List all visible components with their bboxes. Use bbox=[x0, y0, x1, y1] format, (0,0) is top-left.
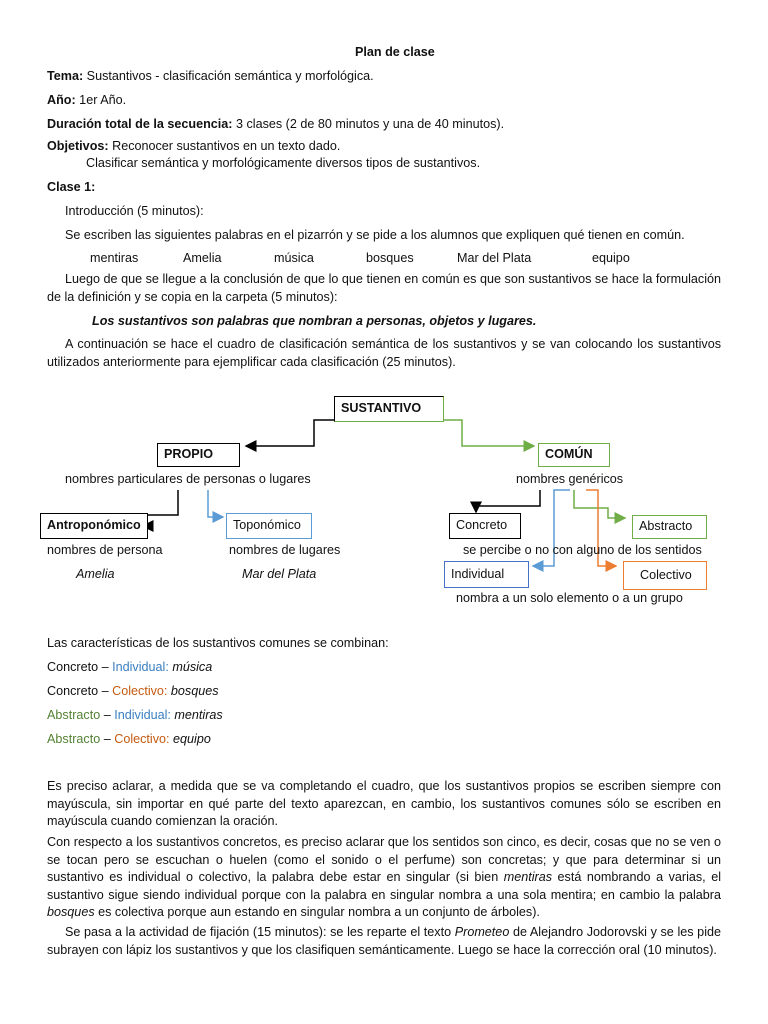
intro-line: Introducción (5 minutos): bbox=[65, 204, 204, 218]
concretos-paragraph bbox=[47, 834, 721, 922]
root-to-propio-arrow bbox=[246, 420, 388, 446]
combo-type-b: Colectivo: bbox=[112, 684, 168, 698]
fijacion-text-2: de Alejandro Jodorovski y se les pide subrayen con lápiz los sustantivos y que los clasifiquen semánticamente. Luego se hace la corrección oral (10 minutos). bbox=[47, 925, 721, 957]
anio-label: Año: bbox=[47, 93, 76, 107]
combo-type-a: Concreto bbox=[47, 660, 99, 674]
word-5: Mar del Plata bbox=[457, 251, 532, 265]
word-1: mentiras bbox=[90, 251, 139, 265]
combo-row bbox=[47, 683, 219, 699]
combo-type-b: Colectivo: bbox=[114, 732, 170, 746]
combo-type-a: Abstracto bbox=[47, 732, 101, 746]
word-6: equipo bbox=[592, 251, 630, 265]
combo-example: bosques bbox=[167, 684, 219, 698]
grupo-description: nombra a un solo elemento o a un grupo bbox=[456, 591, 683, 605]
combo-separator: – bbox=[98, 684, 113, 698]
combo-separator: – bbox=[100, 708, 115, 722]
anio-value: 1er Año. bbox=[75, 93, 127, 107]
instruction-line: Se escriben las siguientes palabras en el pizarrón y se pide a los alumnos que expliquen qué tienen en común. bbox=[65, 228, 685, 242]
node-comun: COMÚN bbox=[538, 443, 610, 467]
comun-to-abstracto-arrow bbox=[574, 490, 625, 518]
mayuscula-paragraph: Es preciso aclarar, a medida que se va completando el cuadro, que los sustantivos propios se escriben siempre con mayúscula, sin importar en qué parte del texto aparezcan, en cambio, los sustantivos comunes sólo se escriben en mayúscula cuando comienzan la oración. bbox=[47, 779, 721, 828]
antroponomico-example: Amelia bbox=[76, 567, 115, 581]
combo-example: mentiras bbox=[170, 708, 223, 722]
node-toponomico: Toponómico bbox=[226, 513, 312, 539]
combo-example: equipo bbox=[169, 732, 211, 746]
objetivos-value-2: Clasificar semántica y morfológicamente diversos tipos de sustantivos. bbox=[86, 156, 481, 170]
toponomico-description: nombres de lugares bbox=[229, 543, 341, 557]
combo-type-a: Abstracto bbox=[47, 708, 101, 722]
concretos-em-mentiras: mentiras bbox=[503, 870, 553, 884]
antroponomico-description: nombres de persona bbox=[47, 543, 163, 557]
combo-separator: – bbox=[100, 732, 115, 746]
duracion-label: Duración total de la secuencia: bbox=[47, 117, 233, 131]
word-3: música bbox=[274, 251, 314, 265]
concretos-text-1: Con respecto a los sustantivos concretos, es preciso aclarar que los sentidos son cinco, es decir, cosas que no se ven o se tocan pero se escuchan o huelen (como el sonido o el perfume) son concretas; y que para determinar si un sustantivo es individual o colectivo, la palabra debe estar en singular (si bien bbox=[47, 835, 721, 884]
combo-row bbox=[47, 707, 223, 723]
node-concreto: Concreto bbox=[449, 513, 521, 539]
node-sustantivo: SUSTANTIVO bbox=[334, 396, 444, 422]
node-antroponomico: Antroponómico bbox=[40, 513, 148, 539]
cuadro-paragraph: A continuación se hace el cuadro de clasificación semántica de los sustantivos y se van colocando los sustantivos utilizados anteriormente para ejemplificar cada clasificación (25 minutos). bbox=[47, 337, 721, 369]
objetivos-label: Objetivos: bbox=[47, 139, 109, 153]
toponomico-example: Mar del Plata bbox=[242, 567, 317, 581]
combo-type-b: Individual: bbox=[114, 708, 171, 722]
concretos-em-bosques: bosques bbox=[47, 905, 95, 919]
propio-to-toponomico-arrow bbox=[208, 490, 223, 517]
tema-value: Sustantivos - clasificación semántica y morfológica. bbox=[83, 69, 374, 83]
page-title: Plan de clase bbox=[355, 45, 435, 59]
node-individual: Individual bbox=[444, 561, 529, 588]
fijacion-paragraph bbox=[47, 924, 721, 959]
root-to-comun-arrow bbox=[388, 420, 534, 446]
fijacion-text-1: Se pasa a la actividad de fijación (15 minutos): se les reparte el texto bbox=[65, 925, 455, 939]
combos-heading: Las características de los sustantivos comunes se combinan: bbox=[47, 636, 389, 650]
comun-description: nombres genéricos bbox=[516, 472, 624, 486]
concretos-text-2: está nombrando a varias, el sustantivo sigue siendo individual porque con la palabra en singular nombra a una sola mentira; en cambio la palabra bbox=[47, 870, 721, 902]
combo-separator: – bbox=[98, 660, 113, 674]
clase1-heading: Clase 1: bbox=[47, 180, 96, 194]
objetivos-value-1: Reconocer sustantivos en un texto dado. bbox=[108, 139, 341, 153]
combo-example: música bbox=[168, 660, 213, 674]
propio-to-antroponomico-arrow bbox=[143, 490, 178, 526]
word-4: bosques bbox=[366, 251, 414, 265]
combo-row bbox=[47, 659, 212, 675]
propio-description: nombres particulares de personas o lugares bbox=[65, 472, 311, 486]
fijacion-em-prometeo: Prometeo bbox=[454, 925, 510, 939]
tema-label: Tema: bbox=[47, 69, 84, 83]
comun-to-concreto-arrow bbox=[476, 490, 540, 512]
concretos-text-3: es colectiva porque aun estando en singular nombra a un conjunto de árboles). bbox=[94, 905, 540, 919]
duracion-value: 3 clases (2 de 80 minutos y una de 40 minutos). bbox=[232, 117, 505, 131]
word-2: Amelia bbox=[183, 251, 222, 265]
combo-row bbox=[47, 731, 211, 747]
combo-type-b: Individual: bbox=[112, 660, 169, 674]
node-colectivo: Colectivo bbox=[623, 561, 707, 590]
combo-type-a: Concreto bbox=[47, 684, 99, 698]
definition: Los sustantivos son palabras que nombran a personas, objetos y lugares. bbox=[92, 314, 537, 328]
node-propio: PROPIO bbox=[157, 443, 240, 467]
sentidos-description: se percibe o no con alguno de los sentidos bbox=[463, 543, 702, 557]
conclusion-paragraph: Luego de que se llegue a la conclusión de que lo que tienen en común es que son sustantivos se hace la formulación de la definición y se copia en la carpeta (5 minutos): bbox=[47, 272, 721, 304]
node-abstracto: Abstracto bbox=[632, 515, 707, 539]
